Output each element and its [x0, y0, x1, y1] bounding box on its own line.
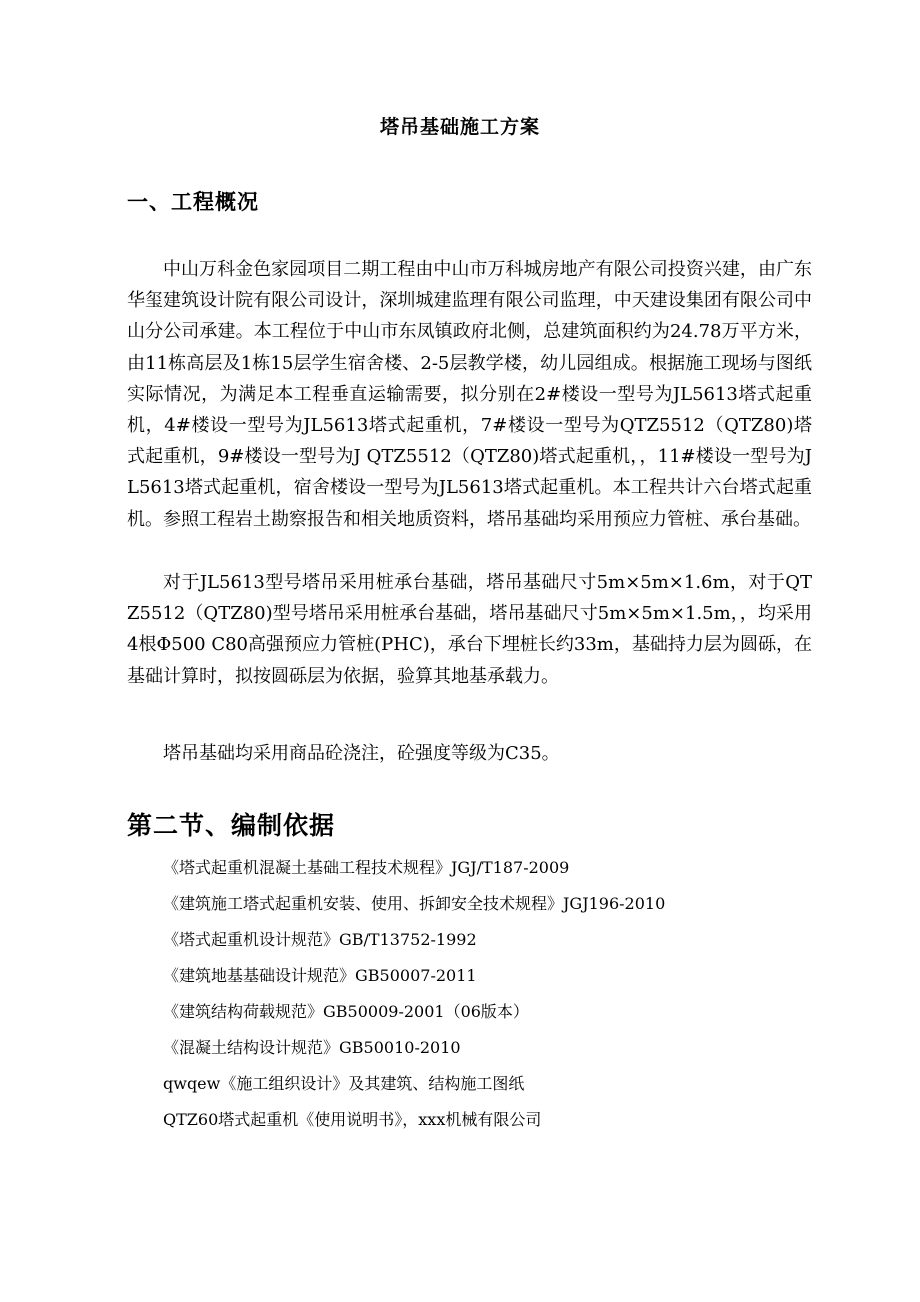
- reference-item: 《塔式起重机混凝土基础工程技术规程》JGJ/T187-2009: [163, 858, 570, 877]
- section-heading-project-overview: 一、工程概况: [127, 189, 259, 214]
- paragraph-project-description: 中山万科金色家园项目二期工程由中山市万科城房地产有限公司投资兴建，由广东华玺建筑设计院有限公司设计，深圳城建监理有限公司监理，中天建设集团有限公司中山分公司承建。本工程位于中山市东凤镇政府北侧，总建筑面积约为24.78万平方米，由11栋高层及1栋15层学生宿舍楼、2-5层教学楼，幼儿园组成。根据施工现场与图纸实际情况，为满足本工程垂直运输需要，拟分别在2#楼设一型号为JL5613塔式起重机，4#楼设一型号为JL5613塔式起重机，7#楼设一型号为QTZ5512（QTZ80)塔式起重机，9#楼设一型号为J QTZ5512（QTZ80)塔式起重机，，11#楼设一型号为JL5613塔式起重机，宿舍楼设一型号为JL5613塔式起重机。本工程共计六台塔式起重机。参照工程岩土勘察报告和相关地质资料，塔吊基础均采用预应力管桩、承台基础。: [127, 259, 812, 530]
- reference-item: 《塔式起重机设计规范》GB/T13752-1992: [163, 930, 477, 949]
- reference-item: 《建筑结构荷载规范》GB50009-2001（06版本）: [163, 1002, 529, 1021]
- reference-item: 《建筑施工塔式起重机安装、使用、拆卸安全技术规程》JGJ196-2010: [163, 894, 666, 913]
- reference-item: QTZ60塔式起重机《使用说明书》，xxx机械有限公司: [163, 1110, 542, 1129]
- section-heading-references: 第二节、编制依据: [127, 811, 336, 840]
- reference-list: [163, 850, 813, 1138]
- reference-item: qwqew《施工组织设计》及其建筑、结构施工图纸: [163, 1074, 525, 1093]
- paragraph-concrete-grade: 塔吊基础均采用商品砼浇注，砼强度等级为C35。: [163, 743, 560, 764]
- paragraph-foundation-spec: 对于JL5613型号塔吊采用桩承台基础，塔吊基础尺寸5m×5m×1.6m，对于QTZ5512（QTZ80)型号塔吊采用桩承台基础，塔吊基础尺寸5m×5m×1.5m，，均采用4根Φ500 C80高强预应力管桩(PHC)，承台下埋桩长约33m，基础持力层为圆砾，在基础计算时，拟按圆砾层为依据，验算其地基承载力。: [127, 572, 812, 687]
- reference-item: 《混凝土结构设计规范》GB50010-2010: [163, 1038, 461, 1057]
- document-title: 塔吊基础施工方案: [379, 116, 540, 138]
- reference-item: 《建筑地基基础设计规范》GB50007-2011: [163, 966, 477, 985]
